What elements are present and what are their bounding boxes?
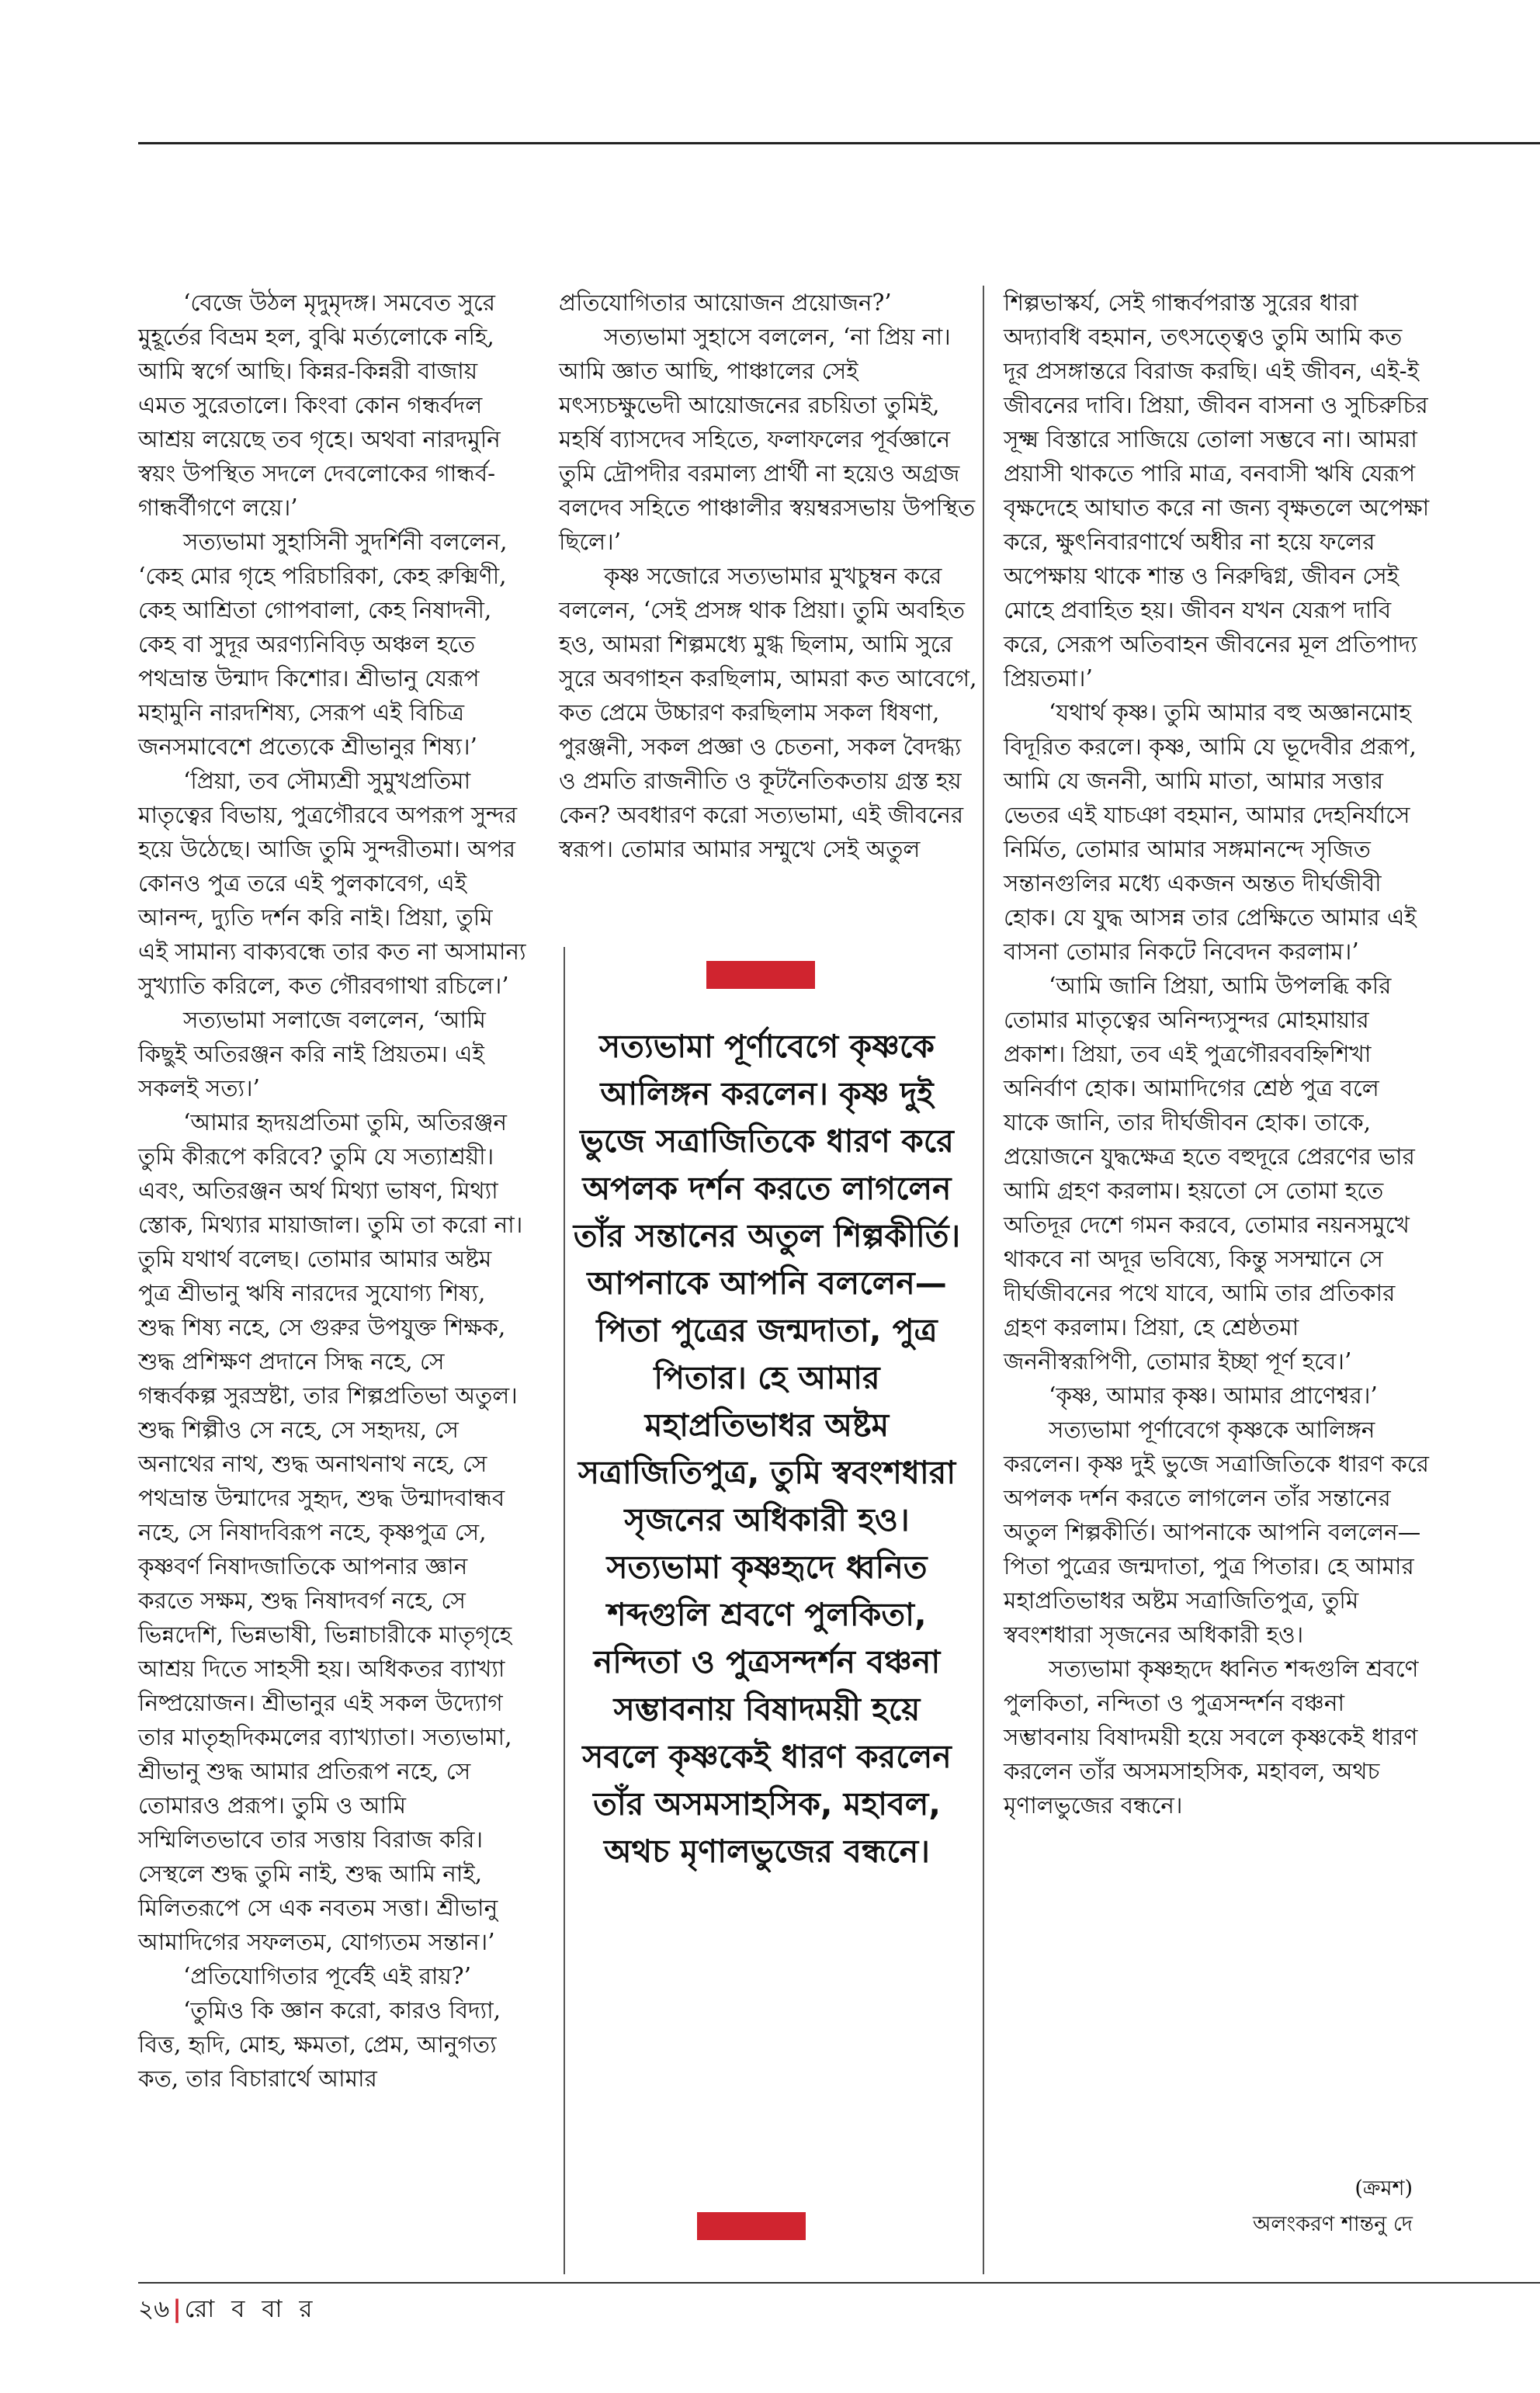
page-number: ২৬ <box>138 2295 170 2323</box>
paragraph: ‘আমার হৃদয়প্রতিমা তুমি, অতিরঞ্জন তুমি কীরূপে করিবে? তুমি যে সত্যাশ্রয়ী। এবং, অতিরঞ্জন অর্থ মিথ্যা ভাষণ, মিথ্যা স্তোক, মিথ্যার মায়াজাল। তুমি তা করো না। তুমি যথার্থ বলেছ। তোমার আমার অষ্টম পুত্র শ্রীভানু ঋষি নারদের সুযোগ্য শিষ্য, শুদ্ধ শিষ্য নহে, সে গুরুর উপযুক্ত শিক্ষক, শুদ্ধ প্রশিক্ষণ প্রদানে সিদ্ধ নহে, সে গন্ধর্বকল্প সুরস্রষ্টা, তার শিল্পপ্রতিভা অতুল। শুদ্ধ শিল্পীও সে নহে, সে সহৃদয়, সে অনাথের নাথ, শুদ্ধ অনাথনাথ নহে, সে পথভ্রান্ত উন্মাদের সুহৃদ, শুদ্ধ উন্মাদবান্ধব নহে, সে নিষাদবিরূপ নহে, কৃষ্ণপুত্র সে, কৃষ্ণবর্ণ নিষাদজাতিকে আপনার জ্ঞান করতে সক্ষম, শুদ্ধ নিষাদবর্গ নহে, সে ভিন্নদেশি, ভিন্নভাষী, ভিন্নাচারীকে মাতৃগৃহে আশ্রয় দিতে সাহসী হয়। অধিকতর ব্যাখ্যা নিষ্প্রয়োজন। শ্রীভানুর এই সকল উদ্যোগ তার মাতৃহৃদিকমলের ব্যাখ্যাতা। সত্যভামা, শ্রীভানু শুদ্ধ আমার প্রতিরূপ নহে, সে তোমারও প্ররূপ। তুমি ও আমি সম্মিলিতভাবে তার সত্তায় বিরাজ করি। সেস্থলে শুদ্ধ তুমি নাই, শুদ্ধ আমি নাই, মিলিতরূপে সে এক নবতম সত্তা। শ্রীভানু আমাদিগের সফলতম, যোগ্যতম সন্তান।’ <box>138 1109 523 1955</box>
pull-quote-divider-left <box>564 947 565 2274</box>
footer-separator: | <box>172 2295 182 2323</box>
article-column-2 <box>559 286 978 866</box>
paragraph: ‘বেজে উঠল মৃদুমৃদঙ্গ। সমবেত সুরে মুহূর্তের বিভ্রম হল, বুঝি মর্ত্যলোকে নহি, আমি স্বর্গে আছি। কিন্নর-কিন্নরী বাজায় এমত সুরেতালে। কিংবা কোন গন্ধর্বদল আশ্রয় লয়েছে তব গৃহে। অথবা নারদমুনি স্বয়ং উপস্থিত সদলে দেবলোকের গান্ধর্ব-গান্ধর্বীগণে লয়ে।’ <box>138 290 501 521</box>
paragraph: সত্যভামা সুহাসিনী সুদর্শিনী বললেন, ‘কেহ মোর গৃহে পরিচারিকা, কেহ রুক্মিণী, কেহ আশ্রিতা গোপবালা, কেহ নিষাদনী, কেহ বা সুদূর অরণ্যনিবিড় অঞ্চল হতে পথভ্রান্ত উন্মাদ কিশোর। শ্রীভানু যেরূপ মহামুনি নারদশিষ্য, সেরূপ এই বিচিত্র জনসমাবেশে প্রত্যেকে শ্রীভানুর শিষ্য।’ <box>138 529 508 760</box>
paragraph: সত্যভামা পূর্ণাবেগে কৃষ্ণকে আলিঙ্গন করলেন। কৃষ্ণ দুই ভুজে সত্রাজিতিকে ধারণ করে অপলক দর্শন করতে লাগলেন তাঁর সন্তানের অতুল শিল্পকীর্তি। আপনাকে আপনি বললেন— পিতা পুত্রের জন্মদাতা, পুত্র পিতার। হে আমার মহাপ্রতিভাধর অষ্টম সত্রাজিতিপুত্র, তুমি স্ববংশধারা সৃজনের অধিকারী হও। <box>1004 1417 1429 1648</box>
paragraph: ‘প্রতিযোগিতার পূর্বেই এই রায়?’ <box>183 1963 471 1989</box>
paragraph-continued: প্রতিযোগিতার আয়োজন প্রয়োজন?’ <box>559 290 892 316</box>
article-column-3 <box>1004 286 1431 1822</box>
paragraph: ‘আমি জানি প্রিয়া, আমি উপলব্ধি করি তোমার মাতৃত্বের অনিন্দ্যসুন্দর মোহমায়ার প্রকাশ। প্রিয়া, তব এই পুত্রগৌরববহ্নিশিখা অনির্বাণ হোক। আমাদিগের শ্রেষ্ঠ পুত্র বলে যাকে জানি, তার দীর্ঘজীবন হোক। তাকে, প্রয়োজনে যুদ্ধক্ষেত্র হতে বহুদূরে প্রেরণের ভার আমি গ্রহণ করলাম। হয়তো সে তোমা হতে অতিদূর দেশে গমন করবে, তোমার নয়নসমুখে থাকবে না অদূর ভবিষ্যে, কিন্তু সসম্মানে সে দীর্ঘজীবনের পথে যাবে, আমি তার প্রতিকার গ্রহণ করলাম। প্রিয়া, হে শ্রেষ্ঠতমা জননীস্বরূপিণী, তোমার ইচ্ছা পূর্ণ হবে।’ <box>1004 973 1415 1375</box>
continued-label: (ক্রমশ) <box>1354 2176 1413 2201</box>
illustration-credit: অলংকরণ শান্তনু দে <box>1252 2212 1413 2236</box>
paragraph: ‘প্রিয়া, তব সৌম্যশ্রী সুমুখপ্রতিমা মাতৃত্বের বিভায়, পুত্রগৌরবে অপরূপ সুন্দর হয়ে উঠেছে। আজি তুমি সুন্দরীতমা। অপর কোনও পুত্র তরে এই পুলকাবেগ, এই আনন্দ, দ্যুতি দর্শন করি নাই। প্রিয়া, তুমি এই সামান্য বাক্যবন্ধে তার কত না অসামান্য সুখ্যাতি করিলে, কত গৌরবগাথা রচিলে।’ <box>138 768 526 999</box>
pull-quote-bottom-bar <box>697 2212 806 2240</box>
paragraph-continued: শিল্পভাস্কর্য, সেই গান্ধর্বপরাস্ত সুরের ধারা অদ্যাবধি বহমান, তৎসত্ত্বেও তুমি আমি কত দূর প্রসঙ্গান্তরে বিরাজ করছি। এই জীবন, এই-ই জীবনের দাবি। প্রিয়া, জীবন বাসনা ও সুচিরুচির সূক্ষ্ম বিস্তারে সাজিয়ে তোলা সম্ভবে না। আমরা প্রয়াসী থাকতে পারি মাত্র, বনবাসী ঋষি যেরূপ বৃক্ষদেহে আঘাত করে না জন্য বৃক্ষতলে অপেক্ষা করে, ক্ষুৎনিবারণার্থে অধীর না হয়ে ফলের অপেক্ষায় থাকে শান্ত ও নিরুদ্বিগ্ন, জীবন সেই মোহে প্রবাহিত হয়। জীবন যখন যেরূপ দাবি করে, সেরূপ অতিবাহন জীবনের মূল প্রতিপাদ্য প্রিয়তমা।’ <box>1004 290 1430 692</box>
paragraph: ‘তুমিও কি জ্ঞান করো, কারও বিদ্যা, বিত্ত, হৃদি, মোহ, ক্ষমতা, প্রেম, আনুগত্য কত, তার বিচারার্থে আমার <box>138 1997 501 2092</box>
magazine-name: রো ব বা র <box>184 2295 317 2323</box>
top-rule <box>138 142 1540 144</box>
paragraph: ‘কৃষ্ণ, আমার কৃষ্ণ। আমার প্রাণেশ্বর।’ <box>1049 1382 1378 1409</box>
paragraph: সত্যভামা কৃষ্ণহৃদে ধ্বনিত শব্দগুলি শ্রবণে পুলকিতা, নন্দিতা ও পুত্রসন্দর্শন বঞ্চনা সম্ভাবনায় বিষাদময়ী হয়ে সবলে কৃষ্ণকেই ধারণ করলেন তাঁর অসমসাহসিক, মহাবল, অথচ মৃণালভুজের বন্ধনে। <box>1004 1656 1419 1819</box>
paragraph: সত্যভামা সলাজে বললেন, ‘আমি কিছুই অতিরঞ্জন করি নাই প্রিয়তম। এই সকলই সত্য।’ <box>138 1007 486 1101</box>
article-column-1 <box>138 286 526 2096</box>
pull-quote: সত্যভামা পূর্ণাবেগে কৃষ্ণকে আলিঙ্গন করলেন। কৃষ্ণ দুই ভুজে সত্রাজিতিকে ধারণ করে অপলক দর্শন করতে লাগলেন তাঁর সন্তানের অতুল শিল্পকীর্তি। আপনাকে আপনি বললেন— পিতা পুত্রের জন্মদাতা, পুত্র পিতার। হে আমার মহাপ্রতিভাধর অষ্টম সত্রাজিতিপুত্র, তুমি স্ববংশধারা সৃজনের অধিকারী হও। সত্যভামা কৃষ্ণহৃদে ধ্বনিত শব্দগুলি শ্রবণে পুলকিতা, নন্দিতা ও পুত্রসন্দর্শন বঞ্চনা সম্ভাবনায় বিষাদময়ী হয়ে সবলে কৃষ্ণকেই ধারণ করলেন তাঁর অসমসাহসিক, মহাবল, অথচ মৃণালভুজের বন্ধনে। <box>573 1028 961 1870</box>
bottom-rule <box>138 2282 1540 2284</box>
column-divider <box>983 286 984 2274</box>
pull-quote-top-bar <box>706 961 815 989</box>
page-footer <box>138 2294 317 2325</box>
paragraph: ‘যথার্থ কৃষ্ণ। তুমি আমার বহু অজ্ঞানমোহ বিদূরিত করলে। কৃষ্ণ, আমি যে ভূদেবীর প্ররূপ, আমি যে জননী, আমি মাতা, আমার সত্তার ভেতর এই যাচঞা বহমান, আমার দেহনির্যাসে নির্মিত, তোমার আমার সঙ্গমানন্দে সৃজিত সন্তানগুলির মধ্যে একজন অন্তত দীর্ঘজীবী হোক। যে যুদ্ধ আসন্ন তার প্রেক্ষিতে আমার এই বাসনা তোমার নিকটে নিবেদন করলাম।’ <box>1004 699 1417 965</box>
paragraph: সত্যভামা সুহাসে বললেন, ‘না প্রিয় না। আমি জ্ঞাত আছি, পাঞ্চালের সেই মৎস্যচক্ষুভেদী আয়োজনের রচয়িতা তুমিই, মহর্ষি ব্যাসদেব সহিতে, ফলাফলের পূর্বজ্ঞানে তুমি দ্রৌপদীর বরমাল্য প্রার্থী না হয়েও অগ্রজ বলদেব সহিতে পাঞ্চালীর স্বয়ম্বরসভায় উপস্থিত ছিলে।’ <box>559 324 976 555</box>
paragraph: কৃষ্ণ সজোরে সত্যভামার মুখচুম্বন করে বললেন, ‘সেই প্রসঙ্গ থাক প্রিয়া। তুমি অবহিত হও, আমরা শিল্পমধ্যে মুগ্ধ ছিলাম, আমি সুরে সুরে অবগাহন করছিলাম, আমরা কত আবেগে, কত প্রেমে উচ্চারণ করছিলাম সকল ধিষণা, পুরঞ্জনী, সকল প্রজ্ঞা ও চেতনা, সকল বৈদগ্ধ্য ও প্রমতি রাজনীতি ও কূটনৈতিকতায় গ্রস্ত হয় কেন? অবধারণ করো সত্যভামা, এই জীবনের স্বরূপ। তোমার আমার সম্মুখে সেই অতুল <box>559 563 977 862</box>
